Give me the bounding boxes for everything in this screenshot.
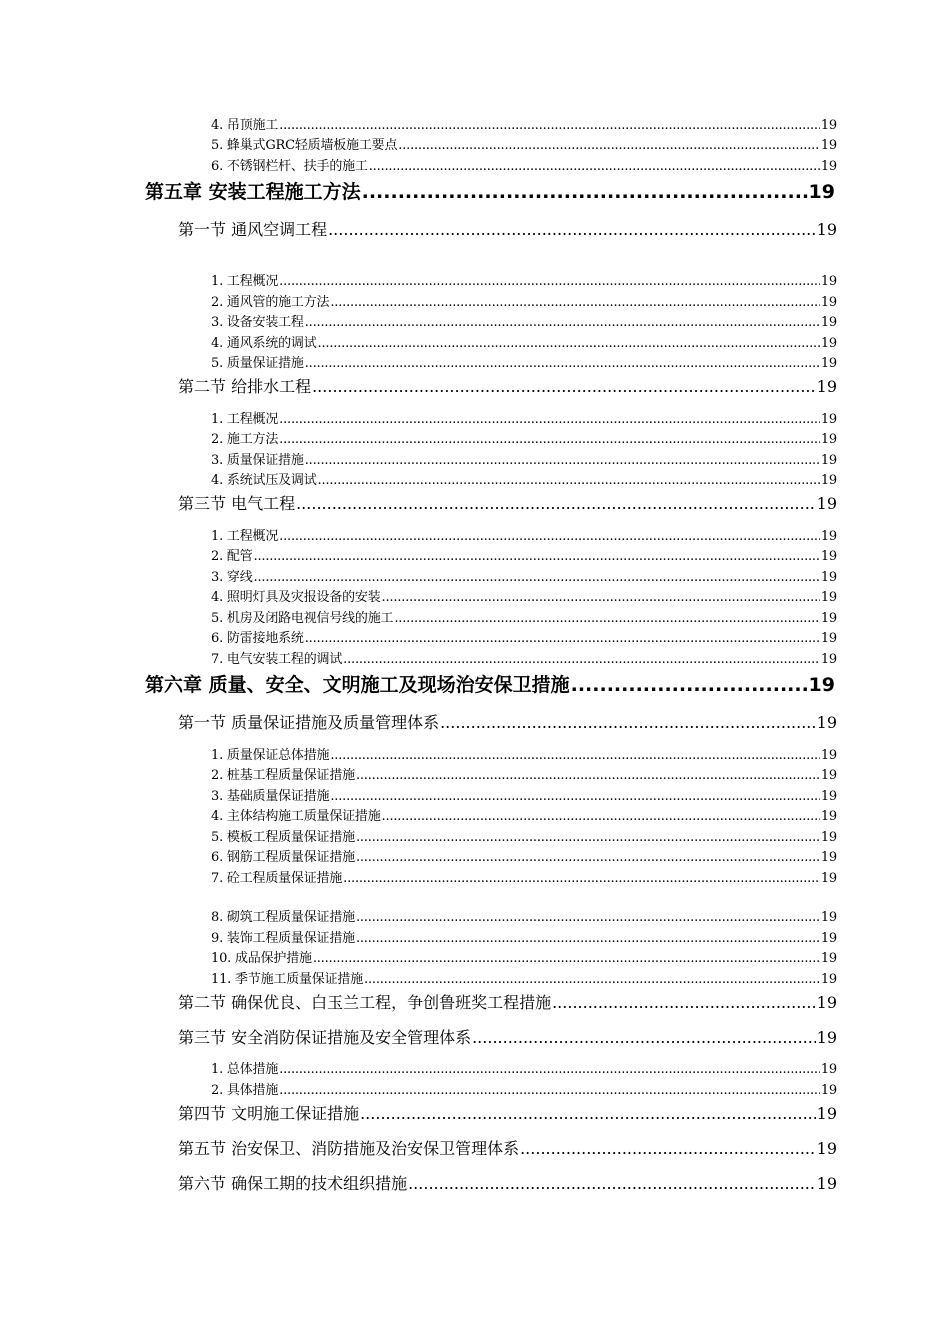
toc-entry-title: 第三节 电气工程 bbox=[178, 494, 296, 513]
toc-leader bbox=[398, 137, 820, 155]
toc-entry-title: 5. 质量保证措施 bbox=[211, 356, 304, 371]
toc-chapter-entry bbox=[145, 179, 835, 205]
toc-entry-title: 第五章 安装工程施工方法 bbox=[145, 181, 361, 203]
toc-page-number: 19 bbox=[820, 412, 837, 427]
toc-entry-title: 5. 蜂巢式GRC轻质墙板施工要点 bbox=[211, 138, 398, 153]
toc-leader bbox=[330, 788, 820, 806]
toc-page-number: 19 bbox=[820, 138, 837, 153]
toc-entry bbox=[211, 829, 837, 847]
toc-leader bbox=[279, 273, 820, 291]
toc-entry-title: 2. 具体措施 bbox=[211, 1083, 279, 1098]
toc-leader bbox=[571, 672, 808, 698]
toc-entry-title: 2. 施工方法 bbox=[211, 432, 279, 447]
toc-entry-title: 第六节 确保工期的技术组织措施 bbox=[178, 1174, 408, 1193]
toc-section-entry bbox=[178, 1103, 837, 1125]
toc-page-number: 19 bbox=[820, 118, 837, 133]
toc-page-number: 19 bbox=[820, 549, 837, 564]
toc-entry bbox=[211, 849, 837, 867]
toc-leader bbox=[440, 712, 816, 734]
toc-leader bbox=[279, 117, 820, 135]
toc-entry-title: 10. 成品保护措施 bbox=[211, 951, 312, 966]
toc-entry-title: 第一节 通风空调工程 bbox=[178, 220, 328, 239]
toc-page-number: 19 bbox=[820, 570, 837, 585]
toc-entry bbox=[211, 158, 837, 176]
toc-leader bbox=[408, 1173, 816, 1195]
toc-entry-title: 8. 砌筑工程质量保证措施 bbox=[211, 910, 355, 925]
toc-entry bbox=[211, 273, 837, 291]
toc-entry-title: 1. 工程概况 bbox=[211, 529, 279, 544]
toc-leader bbox=[279, 528, 820, 546]
toc-page-number: 19 bbox=[820, 453, 837, 468]
toc-entry-title: 第二节 给排水工程 bbox=[178, 377, 312, 396]
toc-entry-title: 6. 钢筋工程质量保证措施 bbox=[211, 850, 355, 865]
toc-entry-title: 6. 防雷接地系统 bbox=[211, 631, 304, 646]
toc-page-number: 19 bbox=[808, 181, 835, 203]
toc-leader bbox=[279, 1082, 820, 1100]
toc-entry bbox=[211, 452, 837, 470]
toc-page-number: 19 bbox=[816, 494, 837, 513]
toc-entry-title: 2. 通风管的施工方法 bbox=[211, 295, 330, 310]
toc-leader bbox=[343, 651, 820, 669]
toc-entry bbox=[211, 747, 837, 765]
toc-leader bbox=[360, 1103, 816, 1125]
toc-page-number: 19 bbox=[820, 274, 837, 289]
toc-page-number: 19 bbox=[820, 652, 837, 667]
toc-entry-title: 第六章 质量、安全、文明施工及现场治安保卫措施 bbox=[145, 674, 570, 696]
toc-entry-title: 第三节 安全消防保证措施及安全管理体系 bbox=[178, 1028, 472, 1047]
toc-entry-title: 3. 质量保证措施 bbox=[211, 453, 304, 468]
toc-page-number: 19 bbox=[820, 931, 837, 946]
toc-page-number: 19 bbox=[820, 432, 837, 447]
toc-entry bbox=[211, 767, 837, 785]
toc-leader bbox=[552, 992, 816, 1014]
toc-leader bbox=[312, 376, 816, 398]
toc-page-number: 19 bbox=[820, 159, 837, 174]
toc-leader bbox=[279, 1061, 820, 1079]
toc-entry bbox=[211, 294, 837, 312]
toc-entry bbox=[211, 431, 837, 449]
toc-entry-title: 4. 照明灯具及灾报设备的安装 bbox=[211, 590, 381, 605]
toc-leader bbox=[362, 179, 808, 205]
toc-entry-title: 1. 工程概况 bbox=[211, 274, 279, 289]
toc-entry-title: 3. 设备安装工程 bbox=[211, 315, 304, 330]
toc-page-number: 19 bbox=[816, 993, 837, 1012]
toc-leader bbox=[313, 950, 820, 968]
toc-entry-title: 11. 季节施工质量保证措施 bbox=[211, 972, 364, 987]
toc-leader bbox=[356, 767, 820, 785]
toc-entry bbox=[211, 651, 837, 669]
toc-page-number: 19 bbox=[820, 972, 837, 987]
toc-entry bbox=[211, 808, 837, 826]
toc-leader bbox=[330, 747, 820, 765]
toc-page-number: 19 bbox=[820, 315, 837, 330]
toc-entry bbox=[211, 137, 837, 155]
toc-section-entry bbox=[178, 493, 837, 515]
toc-entry-title: 4. 通风系统的调试 bbox=[211, 336, 317, 351]
toc-entry-title: 7. 电气安装工程的调试 bbox=[211, 652, 343, 667]
toc-leader bbox=[356, 930, 820, 948]
toc-leader bbox=[305, 452, 820, 470]
toc-entry bbox=[211, 411, 837, 429]
toc-page-number: 19 bbox=[820, 871, 837, 886]
toc-leader bbox=[382, 808, 820, 826]
toc-leader bbox=[318, 335, 820, 353]
toc-entry-title: 第一节 质量保证措施及质量管理体系 bbox=[178, 713, 440, 732]
toc-entry bbox=[211, 930, 837, 948]
toc-entry-title: 4. 主体结构施工质量保证措施 bbox=[211, 809, 381, 824]
toc-leader bbox=[394, 610, 820, 628]
toc-page-number: 19 bbox=[820, 1062, 837, 1077]
toc-entry-title: 2. 配管 bbox=[211, 549, 253, 564]
toc-page-number: 19 bbox=[808, 674, 835, 696]
toc-leader bbox=[305, 314, 820, 332]
toc-entry bbox=[211, 314, 837, 332]
toc-entry bbox=[211, 472, 837, 490]
toc-leader bbox=[472, 1027, 816, 1049]
toc-page-number: 19 bbox=[820, 295, 837, 310]
toc-entry bbox=[211, 569, 837, 587]
toc-entry bbox=[211, 355, 837, 373]
toc-page-number: 19 bbox=[820, 830, 837, 845]
toc-page-number: 19 bbox=[820, 590, 837, 605]
toc-entry-title: 2. 桩基工程质量保证措施 bbox=[211, 768, 355, 783]
toc-entry-title: 第五节 治安保卫、消防措施及治安保卫管理体系 bbox=[178, 1139, 520, 1158]
toc-page-number: 19 bbox=[820, 1083, 837, 1098]
toc-page-number: 19 bbox=[816, 1174, 837, 1193]
toc-leader bbox=[254, 569, 820, 587]
toc-page-number: 19 bbox=[820, 910, 837, 925]
toc-entry bbox=[211, 909, 837, 927]
toc-entry bbox=[211, 610, 837, 628]
toc-entry-title: 6. 不锈钢栏杆、扶手的施工 bbox=[211, 159, 368, 174]
toc-page-number: 19 bbox=[820, 850, 837, 865]
toc-entry-title: 第二节 确保优良、白玉兰工程，争创鲁班奖工程措施 bbox=[178, 993, 552, 1012]
toc-entry bbox=[211, 870, 837, 888]
toc-leader bbox=[520, 1138, 816, 1160]
toc-page-number: 19 bbox=[820, 809, 837, 824]
toc-entry bbox=[211, 1082, 837, 1100]
toc-leader bbox=[330, 294, 820, 312]
toc-entry bbox=[211, 548, 837, 566]
toc-section-entry bbox=[178, 712, 837, 734]
toc-chapter-entry bbox=[145, 672, 835, 698]
toc-entry bbox=[211, 589, 837, 607]
toc-leader bbox=[254, 548, 820, 566]
toc-section-entry bbox=[178, 1138, 837, 1160]
toc-entry-title: 第四节 文明施工保证措施 bbox=[178, 1104, 360, 1123]
toc-page-number: 19 bbox=[816, 713, 837, 732]
toc-entry-title: 9. 装饰工程质量保证措施 bbox=[211, 931, 355, 946]
toc-entry bbox=[211, 335, 837, 353]
toc-leader bbox=[356, 909, 820, 927]
toc-leader bbox=[356, 849, 820, 867]
toc-page-number: 19 bbox=[816, 220, 837, 239]
toc-section-entry bbox=[178, 219, 837, 241]
toc-entry-title: 5. 机房及闭路电视信号线的施工 bbox=[211, 611, 394, 626]
toc-entry bbox=[211, 630, 837, 648]
toc-page-number: 19 bbox=[820, 631, 837, 646]
toc-page-number: 19 bbox=[820, 356, 837, 371]
toc-page-number: 19 bbox=[820, 336, 837, 351]
toc-leader bbox=[369, 158, 820, 176]
toc-leader bbox=[318, 472, 820, 490]
toc-entry-title: 1. 质量保证总体措施 bbox=[211, 748, 330, 763]
toc-entry-title: 7. 砼工程质量保证措施 bbox=[211, 871, 343, 886]
toc-leader bbox=[279, 431, 820, 449]
toc-entry-title: 3. 穿线 bbox=[211, 570, 253, 585]
toc-leader bbox=[305, 630, 820, 648]
toc-page-number: 19 bbox=[820, 529, 837, 544]
toc-page-number: 19 bbox=[820, 473, 837, 488]
toc-entry bbox=[211, 528, 837, 546]
toc-leader bbox=[305, 355, 820, 373]
toc-page-number: 19 bbox=[816, 1139, 837, 1158]
toc-entry bbox=[211, 117, 837, 135]
toc-page-number: 19 bbox=[820, 768, 837, 783]
toc-leader bbox=[364, 971, 820, 989]
toc-section-entry bbox=[178, 1027, 837, 1049]
toc-entry bbox=[211, 788, 837, 806]
toc-page-number: 19 bbox=[820, 789, 837, 804]
toc-section-entry bbox=[178, 376, 837, 398]
toc-entry bbox=[211, 1061, 837, 1079]
toc-entry-title: 5. 模板工程质量保证措施 bbox=[211, 830, 355, 845]
toc-entry-title: 4. 吊顶施工 bbox=[211, 118, 279, 133]
toc-section-entry bbox=[178, 992, 837, 1014]
toc-page-number: 19 bbox=[816, 377, 837, 396]
toc-entry bbox=[211, 971, 837, 989]
toc-entry-title: 3. 基础质量保证措施 bbox=[211, 789, 330, 804]
toc-leader bbox=[328, 219, 816, 241]
toc-leader bbox=[296, 493, 816, 515]
toc-page-number: 19 bbox=[820, 748, 837, 763]
toc-leader bbox=[382, 589, 820, 607]
toc-page-number: 19 bbox=[816, 1104, 837, 1123]
toc-leader bbox=[343, 870, 820, 888]
toc-entry-title: 1. 总体措施 bbox=[211, 1062, 279, 1077]
toc-page-number: 19 bbox=[816, 1028, 837, 1047]
toc-entry-title: 1. 工程概况 bbox=[211, 412, 279, 427]
toc-page-number: 19 bbox=[820, 951, 837, 966]
toc-entry bbox=[211, 950, 837, 968]
toc-leader bbox=[279, 411, 820, 429]
toc-section-entry bbox=[178, 1173, 837, 1195]
toc-entry-title: 4. 系统试压及调试 bbox=[211, 473, 317, 488]
toc-leader bbox=[356, 829, 820, 847]
toc-page-number: 19 bbox=[820, 611, 837, 626]
